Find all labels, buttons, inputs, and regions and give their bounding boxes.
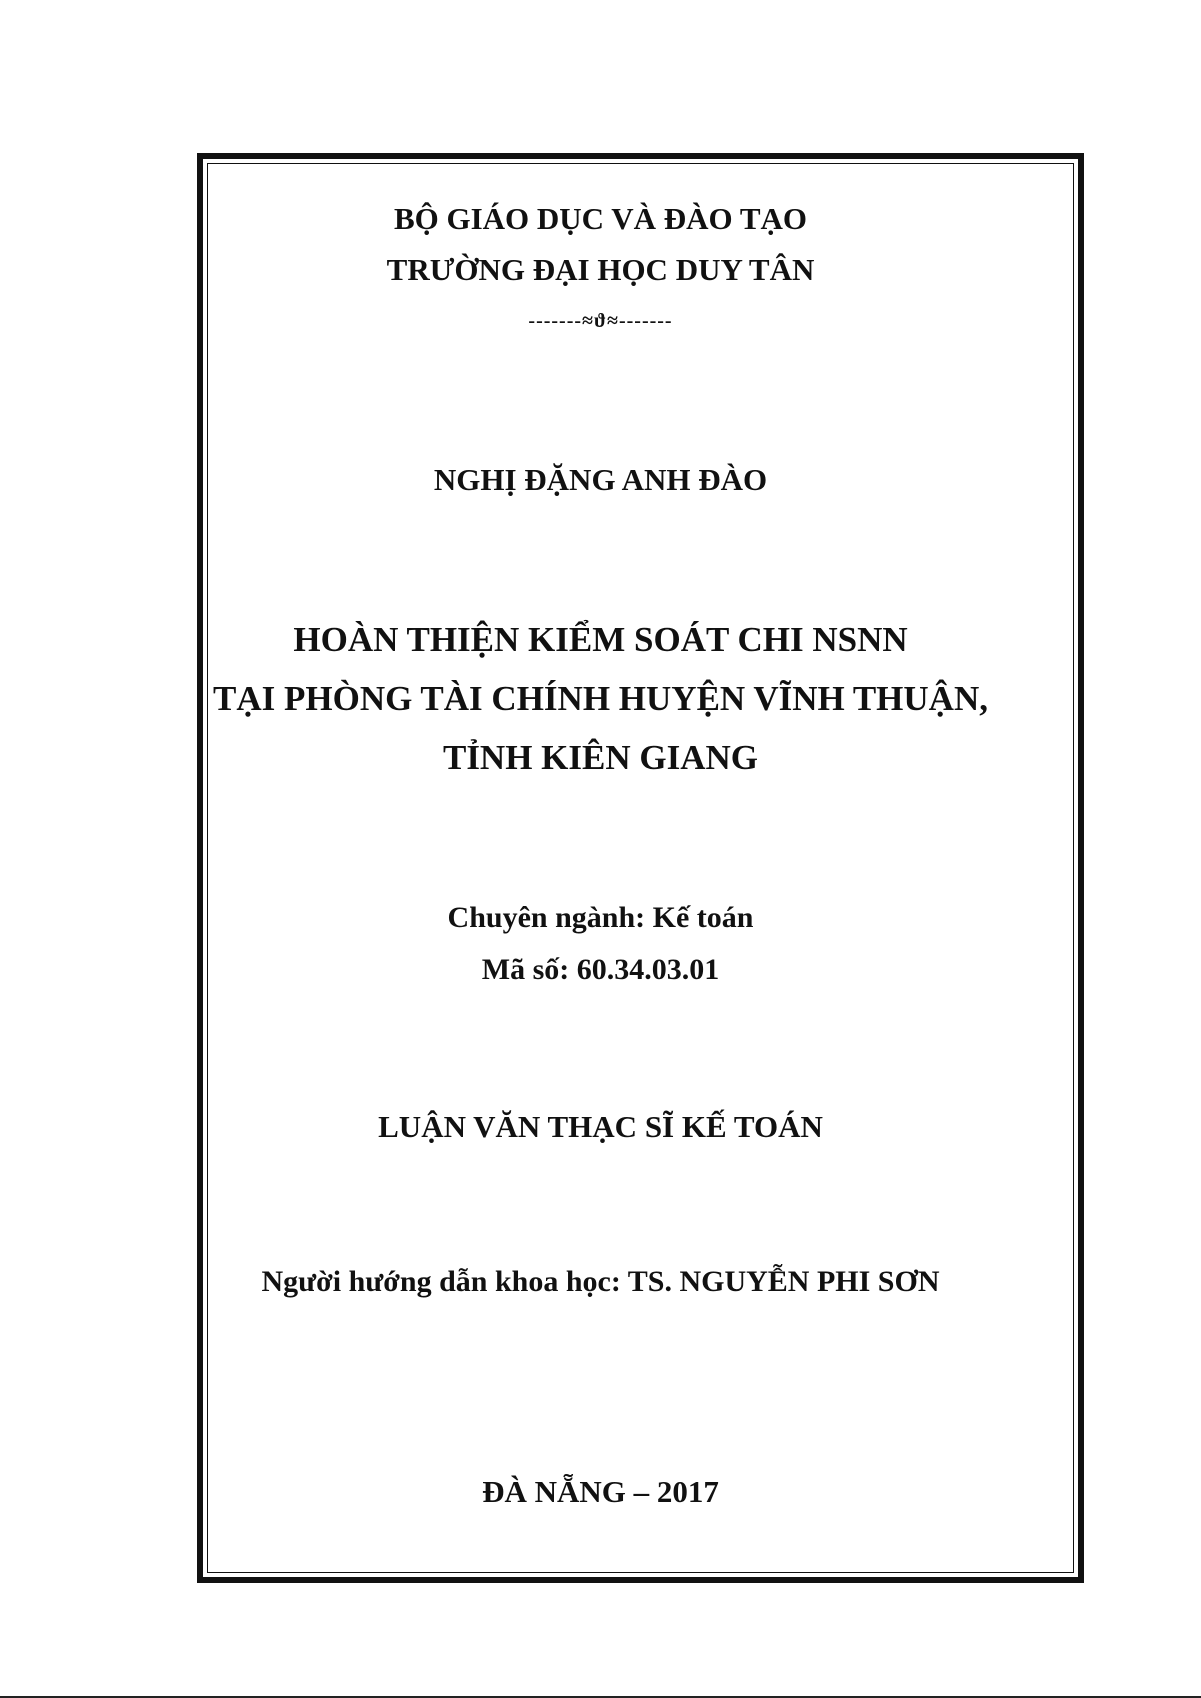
university-name: TRƯỜNG ĐẠI HỌC DUY TÂN [386,252,815,287]
page-border-inner [207,163,1074,1573]
place-and-year: ĐÀ NẴNG – 2017 [482,1474,719,1509]
major-code: Mã số: 60.34.03.01 [481,953,720,986]
ornament-divider: -------≈ϑ≈------- [528,310,673,332]
page-border [197,153,1084,1583]
ministry-name: BỘ GIÁO DỤC VÀ ĐÀO TẠO [393,201,808,236]
thesis-title-line-1: HOÀN THIỆN KIỂM SOÁT CHI NSNN [293,620,908,659]
thesis-type: LUẬN VĂN THẠC SĨ KẾ TOÁN [378,1109,823,1144]
thesis-title-line-3: TỈNH KIÊN GIANG [442,738,759,777]
thesis-title-line-2: TẠI PHÒNG TÀI CHÍNH HUYỆN VĨNH THUẬN, [213,679,988,718]
major-label: Chuyên ngành: Kế toán [447,901,754,934]
advisor: Người hướng dẫn khoa học: TS. NGUYỄN PHI SƠN [261,1265,940,1298]
author-name: NGHỊ ĐẶNG ANH ĐÀO [433,462,768,497]
